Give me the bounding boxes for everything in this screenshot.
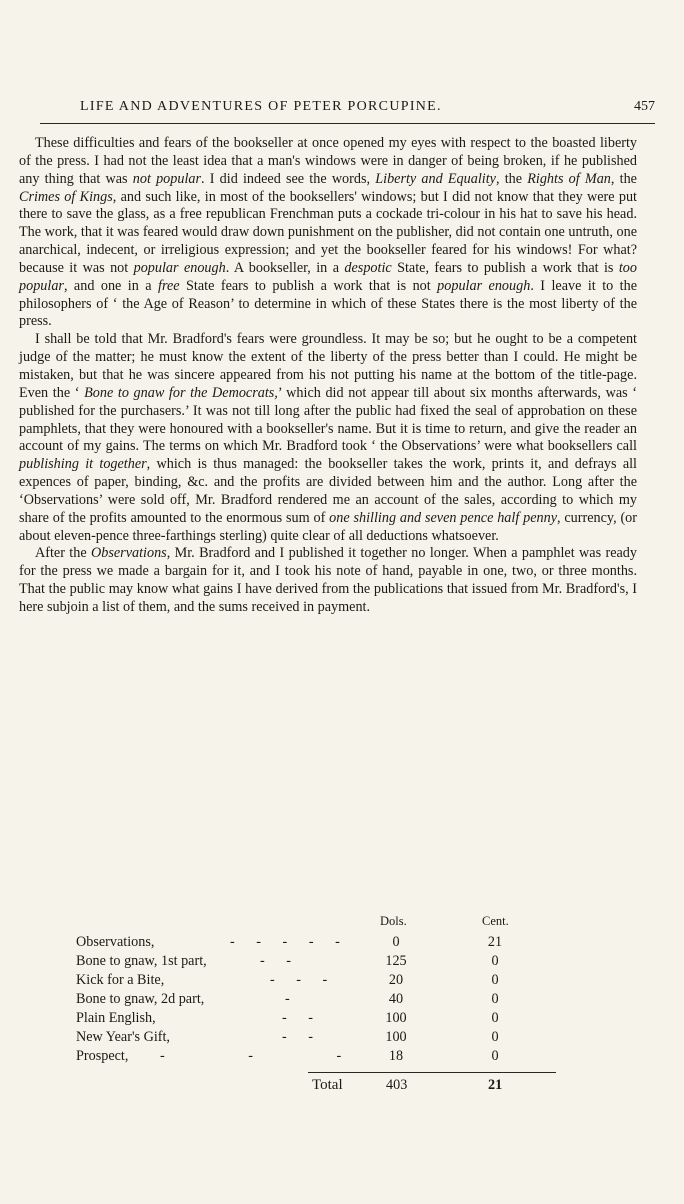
amount-dols: 20 bbox=[388, 972, 404, 988]
table-row bbox=[20, 972, 640, 992]
amount-cent: 21 bbox=[487, 934, 503, 950]
pamphlet-name: Bone to gnaw, 1st part, bbox=[76, 953, 207, 969]
total-rule bbox=[308, 1072, 556, 1073]
pamphlet-name: Kick for a Bite, bbox=[76, 972, 165, 988]
table-row bbox=[20, 1010, 640, 1030]
amount-cent: 0 bbox=[491, 1048, 499, 1064]
running-title: LIFE AND ADVENTURES OF PETER PORCUPINE. bbox=[80, 99, 442, 114]
paragraph-1: These difficulties and fears of the bookseller at once opened my eyes with respect to the boasted liberty of the press. I had not the least idea that a man's windows were in danger of being broken, if he published any thing that was not popular. I did indeed see the words, Liberty and Equality, the Rights of Man, the Crimes of Kings, and such like, in most of the booksellers' windows; but I did not know that they were put there to save the glass, as a free republican Frenchman puts a cockade tri-colour in his hat to save his head. The work, that it was feared would draw down punishment on the publisher, did not contain one untruth, one anarchical, indecent, or irreligious expression; and yet the bookseller feared for his windows! For what? because it was not popular enough. A bookseller, in a despotic State, fears to publish a work that is too popular, and one in a free State fears to publish a work that is not popular enough. I leave it to the philosophers of ‘ the Age of Reason’ to determine in which of these States there is the most liberty of the press. bbox=[19, 135, 638, 330]
amount-cent: 0 bbox=[491, 1029, 499, 1045]
amount-dols: 125 bbox=[385, 953, 407, 969]
amount-cent: 0 bbox=[491, 972, 499, 988]
table-row bbox=[20, 1048, 640, 1068]
leader-dashes: - - bbox=[282, 1029, 322, 1045]
leader-dashes: - - - - - bbox=[230, 934, 349, 950]
total-label: Total bbox=[312, 1077, 343, 1093]
pamphlet-name: Plain English, bbox=[76, 1010, 156, 1026]
column-header-dols: Dols. bbox=[380, 914, 407, 928]
total-dols: 403 bbox=[386, 1077, 408, 1093]
table-row bbox=[20, 953, 640, 973]
table-row bbox=[20, 934, 640, 954]
body-text bbox=[19, 135, 637, 617]
table-row bbox=[20, 991, 640, 1011]
leader-dashes: - bbox=[285, 991, 299, 1007]
pamphlet-name: New Year's Gift, bbox=[76, 1029, 170, 1045]
total-row bbox=[20, 1077, 640, 1099]
table-row bbox=[20, 1029, 640, 1049]
amount-cent: 0 bbox=[491, 991, 499, 1007]
amount-dols: 18 bbox=[388, 1048, 404, 1064]
paragraph-2: I shall be told that Mr. Bradford's fears were groundless. It may be so; but he ought to be a competent judge of the matter; he must know the extent of the liberty of the press better than I could. He might be mistaken, but that he was sincere appeared from his not putting his name at the bottom of the title-page. Even the ‘ Bone to gnaw for the Democrats,’ which did not appear till about six months afterwards, was ‘ published for the purchasers.’ It was not till long after the public had fixed the seal of approbation on these pamphlets, that they were honoured with a bookseller's name. But it is time to return, and give the reader an account of my gains. The terms on which Mr. Bradford took ‘ the Observations’ were what booksellers call publishing it together, which is thus managed: the bookseller takes the work, prints it, and defrays all expences of paper, binding, &c. and the profits are divided between him and the author. Long after the ‘Observations’ were sold off, Mr. Bradford rendered me an account of the sales, according to which my share of the profits amounted to the enormous sum of one shilling and seven pence half penny, currency, (or about eleven-pence three-farthings sterling) quite clear of all deductions whatsoever. bbox=[19, 331, 637, 544]
amount-dols: 100 bbox=[385, 1010, 407, 1026]
pamphlet-name: Bone to gnaw, 2d part, bbox=[76, 991, 205, 1007]
pamphlet-name: Observations, bbox=[76, 934, 155, 950]
paragraph-3: After the Observations, Mr. Bradford and I published it together no longer. When a pamphlet was ready for the press we made a bargain for it, and I took his note of hand, payable in one, two, or three months. That the public may know what gains I have derived from the publications that issued from Mr. Bradford's, I here subjoin a list of them, and the sums received in payment. bbox=[19, 545, 637, 615]
leader-dashes: - - bbox=[282, 1010, 322, 1026]
column-header-cent: Cent. bbox=[482, 914, 509, 928]
amount-cent: 0 bbox=[491, 1010, 499, 1026]
leader-dashes: - - bbox=[260, 953, 300, 969]
amount-dols: 40 bbox=[388, 991, 404, 1007]
amount-dols: 100 bbox=[385, 1029, 407, 1045]
total-cent: 21 bbox=[488, 1077, 503, 1093]
pamphlet-name: Prospect, bbox=[76, 1048, 129, 1064]
amount-dols: 0 bbox=[392, 934, 400, 950]
page-number: 457 bbox=[634, 99, 655, 114]
leader-dashes: - - - bbox=[160, 1048, 382, 1064]
leader-dashes: - - - bbox=[270, 972, 337, 988]
amount-cent: 0 bbox=[491, 953, 499, 969]
payments-table bbox=[20, 914, 640, 1093]
page-header bbox=[40, 99, 655, 124]
